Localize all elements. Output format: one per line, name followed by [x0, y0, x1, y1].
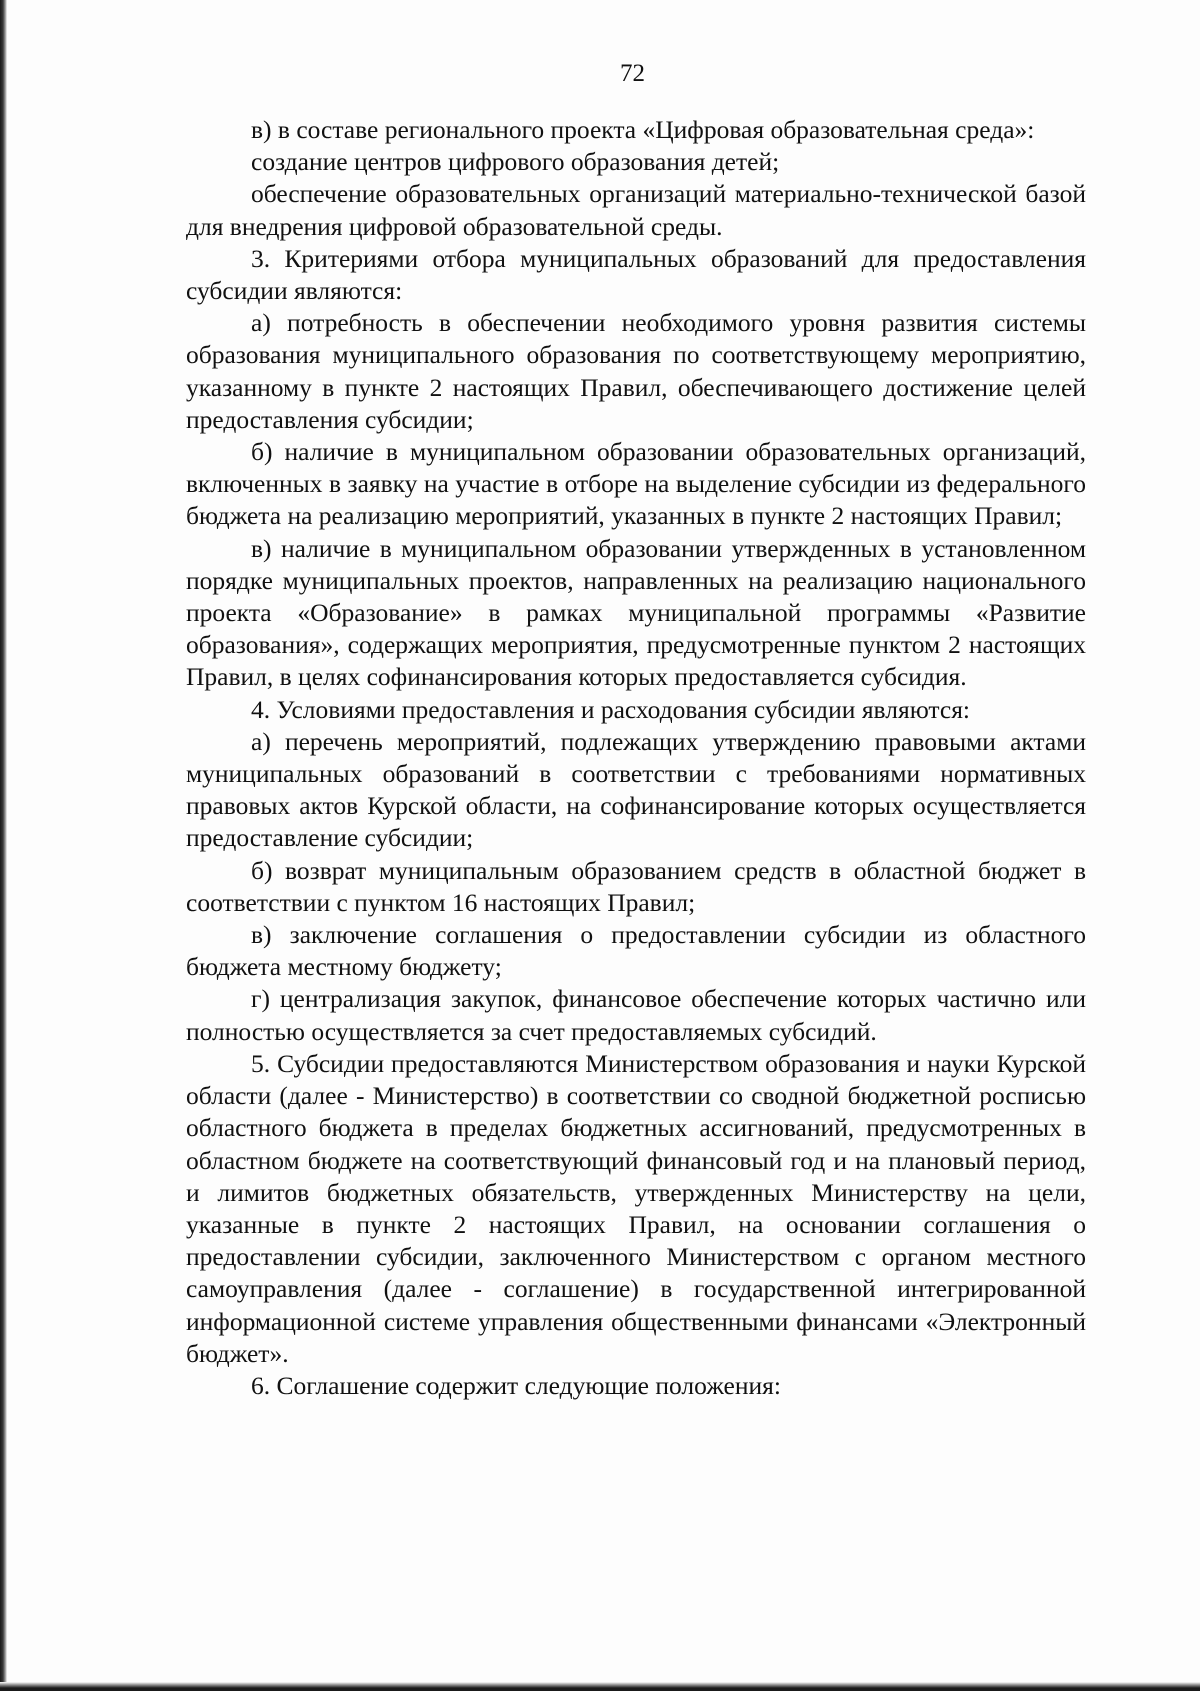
page-number: 72 — [620, 60, 645, 87]
paragraph-3b: б) наличие в муниципальном образовании образовательных организаций, включенных в заявку на участие в отборе на выделение субсидии из федерального бюджета на реализацию мероприятий, указанных в пункте 2 настоящих Правил; — [186, 437, 1086, 531]
scan-edge-bottom — [0, 1682, 1200, 1691]
paragraph-material-base: обеспечение образовательных организаций материально-технической базой для внедрения цифровой образовательной среды. — [186, 179, 1086, 241]
paragraph-4c: в) заключение соглашения о предоставлении субсидии из областного бюджета местному бюджету; — [186, 920, 1086, 982]
paragraph-3a: а) потребность в обеспечении необходимого уровня развития системы образования муниципального образования по соответствующему мероприятию, указанному в пункте 2 настоящих Правил, обеспечивающего достижение целей предоставления субсидии; — [186, 308, 1086, 434]
document-body — [186, 114, 1086, 1402]
paragraph-4a: а) перечень мероприятий, подлежащих утверждению правовыми актами муниципальных образований в соответствии с требованиями нормативных правовых актов Курской области, на софинансирование которых осуществляется предоставление субсидии; — [186, 726, 1086, 853]
paragraph-4d: г) централизация закупок, финансовое обеспечение которых частично или полностью осуществляется за счет предоставляемых субсидий. — [186, 984, 1086, 1046]
paragraph-digital-centers: создание центров цифрового образования детей; — [251, 147, 780, 177]
paragraph-4b: б) возврат муниципальным образованием средств в областной бюджет в соответствии с пунктом 16 настоящих Правил; — [186, 855, 1086, 917]
paragraph-5: 5. Субсидии предоставляются Министерством образования и науки Курской области (далее - Министерство) в соответствии со сводной бюджетной росписью областного бюджета в пределах бюджетных ассигнований, предусмотренных в областном бюджете на соответствующий финансовый год и на плановый период, и лимитов бюджетных обязательств, утвержденных Министерству на цели, указанные в пункте 2 настоящих Правил, на основании соглашения о предоставлении субсидии, заключенного Министерством с органом местного самоуправления (далее - соглашение) в государственной интегрированной информационной системе управления общественными финансами «Электронный бюджет». — [186, 1048, 1086, 1368]
scan-edge-left — [0, 0, 7, 1691]
paragraph-4: 4. Условиями предоставления и расходования субсидии являются: — [251, 694, 971, 724]
paragraph-6: 6. Соглашение содержит следующие положения: — [251, 1370, 781, 1400]
paragraph-3: 3. Критериями отбора муниципальных образований для предоставления субсидии являются: — [186, 243, 1086, 306]
paragraph-3v: в) в составе регионального проекта «Цифровая образовательная среда»: — [251, 115, 1035, 144]
paragraph-3c: в) наличие в муниципальном образовании утвержденных в установленном порядке муниципальных проектов, направленных на реализацию национального проекта «Образование» в рамках муниципальной программы «Развитие образования», содержащих мероприятия, предусмотренные пунктом 2 настоящих Правил, в целях софинансирования которых предоставляется субсидия. — [186, 533, 1086, 692]
